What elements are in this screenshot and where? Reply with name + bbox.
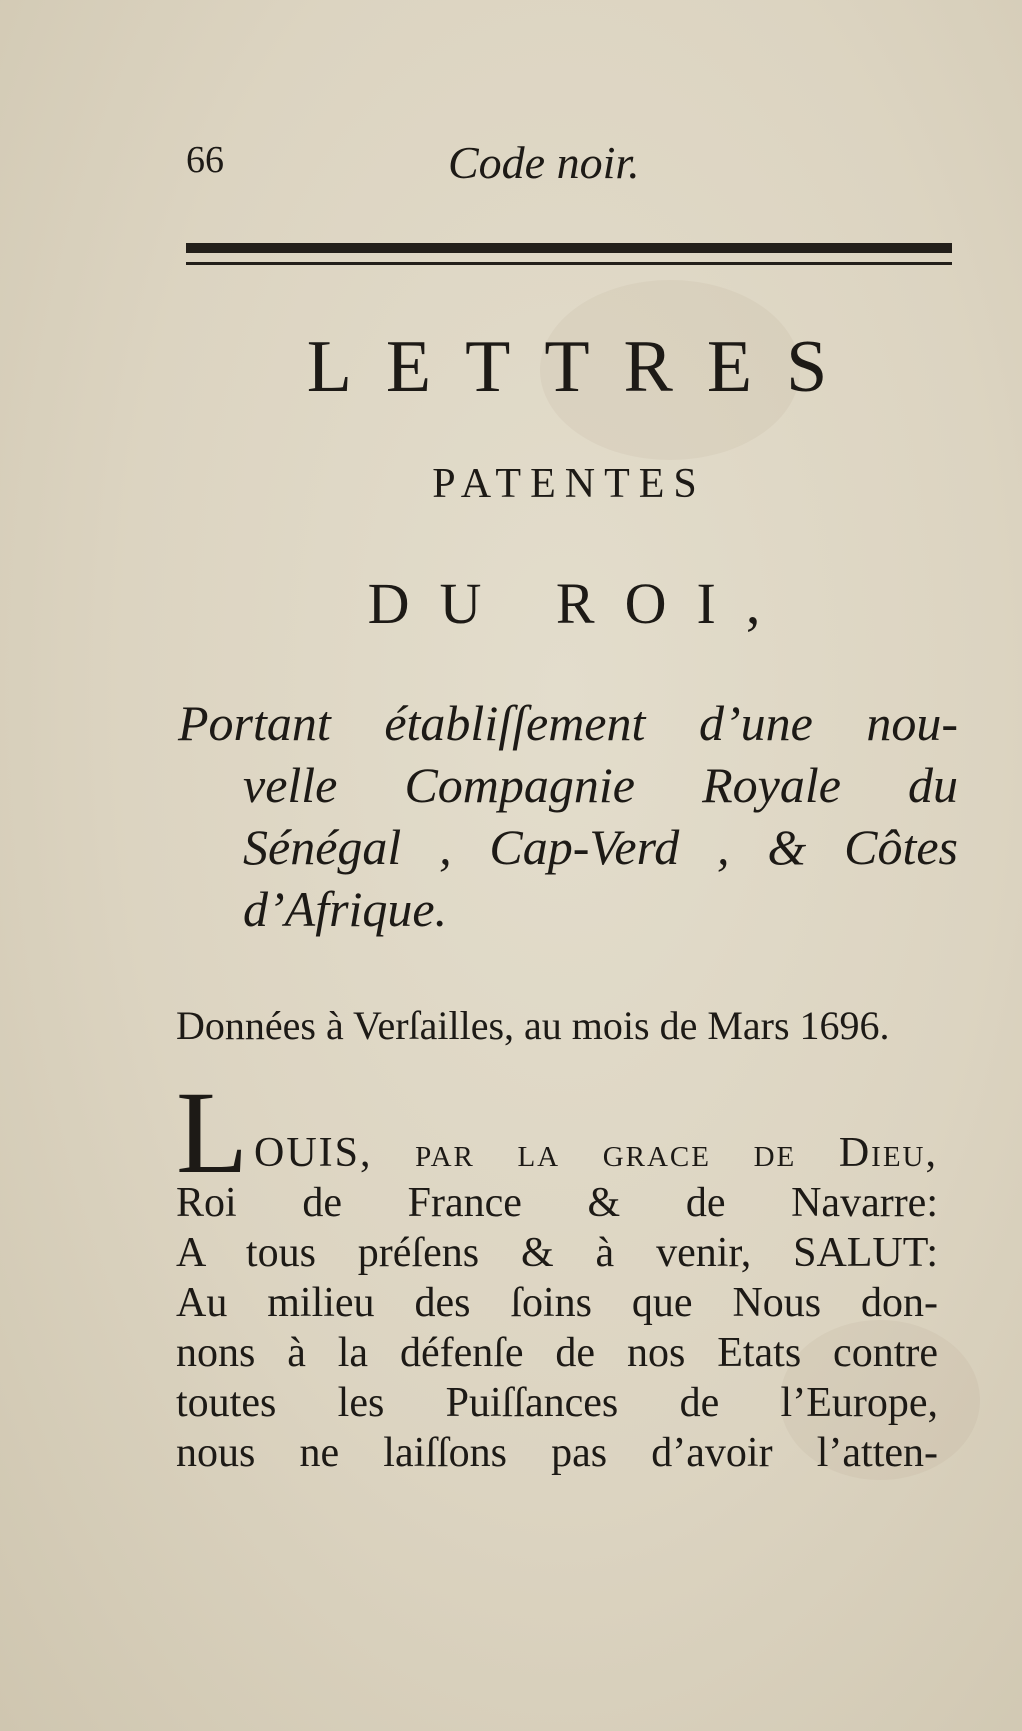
running-title: Code noir. <box>448 137 640 188</box>
subtitle-line: Sénégal , Cap-Verd , & Côtes <box>243 819 958 875</box>
title-patentes: PATENTES <box>432 461 706 507</box>
title-lettres: LETTRES <box>306 326 862 408</box>
body-line <box>176 1128 938 1178</box>
body-line: nous ne laiſſons pas d’avoir l’atten- <box>176 1430 938 1476</box>
subtitle <box>178 692 958 940</box>
body-text <box>176 1067 938 1478</box>
subtitle-line: Portant établiſſement d’une nou- <box>178 695 958 751</box>
first-line-text: OUIS, par la grace de Dieu, <box>254 1130 938 1176</box>
header-rule-thick <box>186 243 952 253</box>
running-head <box>186 130 951 190</box>
body-line: Au milieu des ſoins que Nous don- <box>176 1280 938 1326</box>
dateline: Données à Verſailles, au mois de Mars 1696. <box>176 1003 890 1048</box>
title-du-roi: DU ROI, <box>367 571 791 636</box>
page-number: 66 <box>186 139 224 181</box>
body-line: nons à la défenſe de nos Etats contre <box>176 1330 938 1376</box>
subtitle-line: velle Compagnie Royale du <box>243 757 958 813</box>
drop-cap: L <box>176 1067 249 1198</box>
body-line: Roi de France & de Navarre: <box>176 1180 938 1226</box>
header-rule-thin <box>186 262 952 265</box>
subtitle-line: d’Afrique. <box>243 881 448 937</box>
body-line: A tous préſens & à venir, SALUT: <box>176 1230 938 1276</box>
body-line: toutes les Puiſſances de l’Europe, <box>176 1380 938 1426</box>
